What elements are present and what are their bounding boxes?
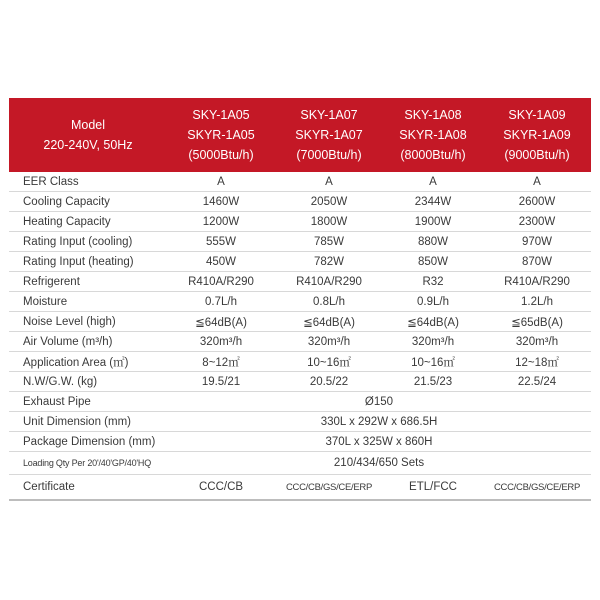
spec-row-noise-level (9, 312, 591, 332)
row-value: 320m³/h (275, 332, 383, 352)
row-value: 12~18㎡ (483, 352, 591, 372)
row-value: 870W (483, 252, 591, 272)
row-value: CCC/CB (167, 475, 275, 501)
row-value: 450W (167, 252, 275, 272)
row-value: 19.5/21 (167, 372, 275, 392)
row-label: Unit Dimension (mm) (9, 412, 167, 432)
row-value: R32 (383, 272, 483, 292)
row-value: 880W (383, 232, 483, 252)
model-column-header (383, 98, 483, 172)
model-code-reverse: SKYR-1A07 (295, 128, 363, 142)
row-value: 1900W (383, 212, 483, 232)
row-value: 330L x 292W x 686.5H (167, 412, 591, 432)
model-code-reverse: SKYR-1A05 (187, 128, 255, 142)
row-label: Exhaust Pipe (9, 392, 167, 412)
row-label: Noise Level (high) (9, 312, 167, 332)
row-label: Refrigerent (9, 272, 167, 292)
spec-row-refrigerant (9, 272, 591, 292)
model-label: Model (70, 118, 106, 132)
row-value: 370L x 325W x 860H (167, 432, 591, 452)
row-label: Certificate (9, 475, 167, 501)
model-capacity: (8000Btu/h) (400, 148, 466, 162)
model-code: SKY-1A09 (508, 108, 566, 122)
row-label: N.W/G.W. (kg) (9, 372, 167, 392)
model-code-reverse: SKYR-1A09 (503, 128, 571, 142)
spec-table (9, 98, 591, 501)
row-value: 20.5/22 (275, 372, 383, 392)
row-value: 22.5/24 (483, 372, 591, 392)
row-value: CCC/CB/GS/CE/ERP (483, 475, 591, 501)
spec-row-exhaust-pipe (9, 392, 591, 412)
row-value: 2344W (383, 192, 483, 212)
model-capacity: (9000Btu/h) (504, 148, 570, 162)
spec-row-weight (9, 372, 591, 392)
spec-row-rating-input-heating (9, 252, 591, 272)
spec-row-loading-qty (9, 452, 591, 475)
row-value: ETL/FCC (383, 475, 483, 501)
row-value: R410A/R290 (275, 272, 383, 292)
row-label: EER Class (9, 172, 167, 192)
spec-row-certificate (9, 475, 591, 501)
model-code: SKY-1A07 (300, 108, 358, 122)
model-column-header (167, 98, 275, 172)
spec-row-unit-dimension (9, 412, 591, 432)
row-value: R410A/R290 (167, 272, 275, 292)
model-code-reverse: SKYR-1A08 (399, 128, 467, 142)
row-value: A (275, 172, 383, 192)
row-value: R410A/R290 (483, 272, 591, 292)
row-value: ≦64dB(A) (275, 312, 383, 332)
row-value: 320m³/h (383, 332, 483, 352)
row-value: 8~12㎡ (167, 352, 275, 372)
row-value: 320m³/h (483, 332, 591, 352)
row-value: ≦65dB(A) (483, 312, 591, 332)
row-value: A (167, 172, 275, 192)
row-label: Package Dimension (mm) (9, 432, 167, 452)
row-label: Heating Capacity (9, 212, 167, 232)
spec-row-heating-capacity (9, 212, 591, 232)
row-value: 782W (275, 252, 383, 272)
row-value: 320m³/h (167, 332, 275, 352)
row-value: ≦64dB(A) (167, 312, 275, 332)
model-column-header (275, 98, 383, 172)
spec-row-moisture (9, 292, 591, 312)
row-value: 210/434/650 Sets (167, 452, 591, 475)
row-value: 1.2L/h (483, 292, 591, 312)
model-capacity: (5000Btu/h) (188, 148, 254, 162)
row-value: A (483, 172, 591, 192)
model-code: SKY-1A05 (192, 108, 250, 122)
row-value: 850W (383, 252, 483, 272)
spec-row-application-area (9, 352, 591, 372)
row-value: 1460W (167, 192, 275, 212)
row-value: CCC/CB/GS/CE/ERP (275, 475, 383, 501)
row-label: Moisture (9, 292, 167, 312)
row-value: 785W (275, 232, 383, 252)
spec-row-package-dimension (9, 432, 591, 452)
spec-row-cooling-capacity (9, 192, 591, 212)
row-label: Cooling Capacity (9, 192, 167, 212)
model-column-header (483, 98, 591, 172)
row-label: Rating Input (cooling) (9, 232, 167, 252)
spec-row-eer-class (9, 172, 591, 192)
model-code: SKY-1A08 (404, 108, 462, 122)
row-value: Ø150 (167, 392, 591, 412)
header-row (9, 98, 591, 172)
row-value: 0.7L/h (167, 292, 275, 312)
row-value: 2600W (483, 192, 591, 212)
row-label: Loading Qty Per 20'/40'GP/40'HQ (9, 452, 167, 475)
voltage-label: 220-240V, 50Hz (43, 138, 133, 152)
row-value: 10~16㎡ (275, 352, 383, 372)
row-label: Air Volume (m³/h) (9, 332, 167, 352)
spec-row-air-volume (9, 332, 591, 352)
row-label: Rating Input (heating) (9, 252, 167, 272)
row-value: ≦64dB(A) (383, 312, 483, 332)
row-value: 1800W (275, 212, 383, 232)
model-header-cell (9, 98, 167, 172)
model-capacity: (7000Btu/h) (296, 148, 362, 162)
row-value: 0.8L/h (275, 292, 383, 312)
row-value: 555W (167, 232, 275, 252)
row-value: 0.9L/h (383, 292, 483, 312)
row-value: 2050W (275, 192, 383, 212)
spec-row-rating-input-cooling (9, 232, 591, 252)
row-value: 2300W (483, 212, 591, 232)
spec-table-container (9, 98, 591, 501)
row-value: 1200W (167, 212, 275, 232)
row-label: Application Area (㎡) (9, 352, 167, 372)
row-value: 21.5/23 (383, 372, 483, 392)
row-value: A (383, 172, 483, 192)
row-value: 10~16㎡ (383, 352, 483, 372)
row-value: 970W (483, 232, 591, 252)
